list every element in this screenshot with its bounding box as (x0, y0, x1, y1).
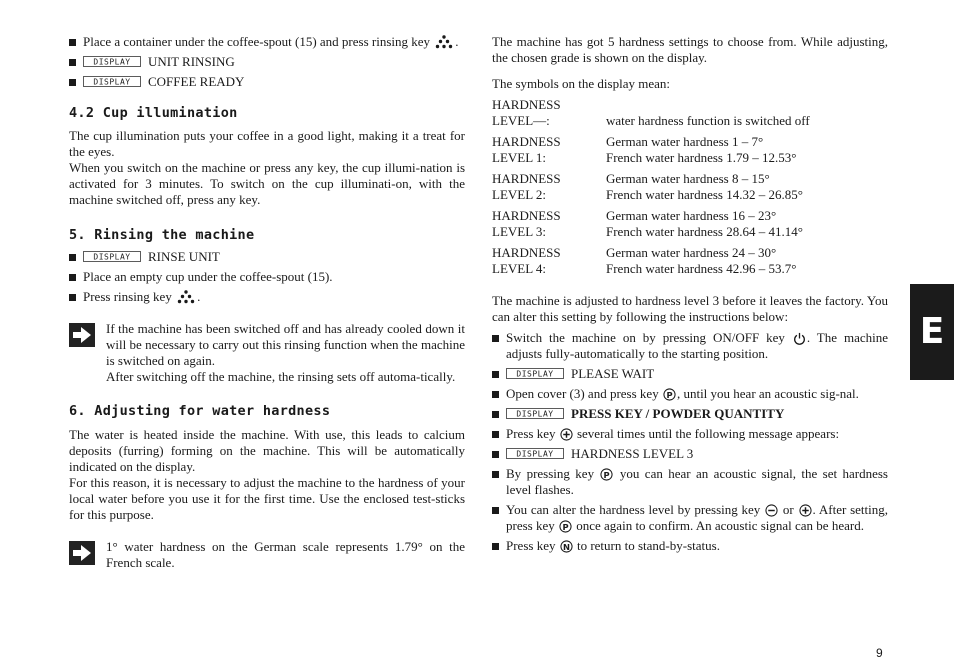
power-icon (793, 332, 806, 345)
list-item: Press key to return to stand-by-status. (492, 538, 888, 554)
list-item: Place a container under the coffee-spout (15) and press rinsing key . (69, 34, 465, 50)
list-item: UNIT RINSING (69, 54, 465, 70)
note-box (69, 539, 465, 571)
list-item: Press rinsing key . (69, 289, 465, 305)
heading-cup-illumination: 4.2 Cup illumination (69, 105, 238, 121)
display-icon (506, 368, 564, 379)
heading-water-hardness: 6. Adjusting for water hardness (69, 403, 331, 419)
hardness-level-row: HARDNESS LEVEL 3: German water hardness 16 – 23° French water hardness 28.64 – 41.14° (492, 208, 803, 239)
list-item: Open cover (3) and press key , until you hear an acoustic sig-nal. (492, 386, 888, 402)
list-item: COFFEE READY (69, 74, 465, 90)
list-item: PRESS KEY / POWDER QUANTITY (492, 406, 888, 422)
rinsing-key-icon (177, 290, 195, 304)
minus-key-icon (765, 504, 778, 517)
paragraph: The machine is adjusted to hardness level 3 before it leaves the factory. You can alter this setting by following the instructions below: (492, 293, 888, 324)
right-column (492, 34, 888, 554)
note-arrow-icon (69, 541, 95, 565)
paragraph: The cup illumination puts your coffee in a good light, making it a treat for the eyes. (69, 128, 465, 159)
note-box (69, 321, 465, 385)
plus-key-icon (560, 428, 573, 441)
rinsing-key-icon (435, 35, 453, 49)
hardness-level-row: HARDNESS LEVEL—: water hardness function is switched off (492, 97, 810, 128)
list-item: Press key several times until the following message appears: (492, 426, 888, 442)
display-icon (83, 56, 141, 67)
hardness-level-row: HARDNESS LEVEL 1: German water hardness 1 – 7° French water hardness 1.79 – 12.53° (492, 134, 797, 165)
plus-key-icon (799, 504, 812, 517)
list-item: HARDNESS LEVEL 3 (492, 446, 888, 462)
list-item: You can alter the hardness level by pressing key or . After setting, press key once again to confirm. An acoustic signal can be heard. (492, 502, 888, 534)
left-column (69, 34, 465, 571)
hardness-level-row: HARDNESS LEVEL 2: German water hardness 8 – 15° French water hardness 14.32 – 26.85° (492, 171, 803, 202)
paragraph: The water is heated inside the machine. With use, this leads to calcium deposits (furring) forming on the machine. This will be automatically indicated on the display. (69, 427, 465, 474)
paragraph: When you switch on the machine or press any key, the cup illumi-nation is activated for 3 minutes. To switch on the cup illuminati-on, with the machine switched off, press any key. (69, 160, 465, 207)
display-icon (83, 76, 141, 87)
list-item: By pressing key you can hear an acoustic signal, the set hardness level flashes. (492, 466, 888, 498)
p-key-icon (663, 388, 676, 401)
hardness-level-row: HARDNESS LEVEL 4: German water hardness 24 – 30° French water hardness 42.96 – 53.7° (492, 245, 797, 276)
section-tab: E (910, 284, 954, 380)
paragraph: The machine has got 5 hardness settings to choose from. While adjusting, the chosen grade is shown on the display. (492, 34, 888, 65)
list-item: Place an empty cup under the coffee-spout (15). (69, 269, 465, 285)
display-icon (83, 251, 141, 262)
note-arrow-icon (69, 323, 95, 347)
hardness-levels-list (492, 97, 888, 277)
note-text: After switching off the machine, the rinsing sets off automa-tically. (106, 369, 456, 384)
page-number: 9 (876, 646, 883, 660)
heading-rinsing: 5. Rinsing the machine (69, 227, 255, 243)
note-text: If the machine has been switched off and has already cooled down it will be necessary to carry out this rinsing function when the machine is switched on again. (106, 321, 465, 368)
display-icon (506, 408, 564, 419)
list-item: PLEASE WAIT (492, 366, 888, 382)
paragraph: The symbols on the display mean: (492, 76, 671, 91)
list-item: Switch the machine on by pressing ON/OFF key . The machine adjusts fully-automatically to the starting position. (492, 330, 888, 362)
display-icon (506, 448, 564, 459)
note-text: 1° water hardness on the German scale represents 1.79° on the French scale. (106, 539, 465, 570)
paragraph: For this reason, it is necessary to adjust the machine to the hardness of your local water before you use it for the first time. Use the enclosed test-sticks for this purpose. (69, 475, 465, 522)
p-key-icon (559, 520, 572, 533)
p-key-icon (600, 468, 613, 481)
n-key-icon (560, 540, 573, 553)
list-item: RINSE UNIT (69, 249, 465, 265)
